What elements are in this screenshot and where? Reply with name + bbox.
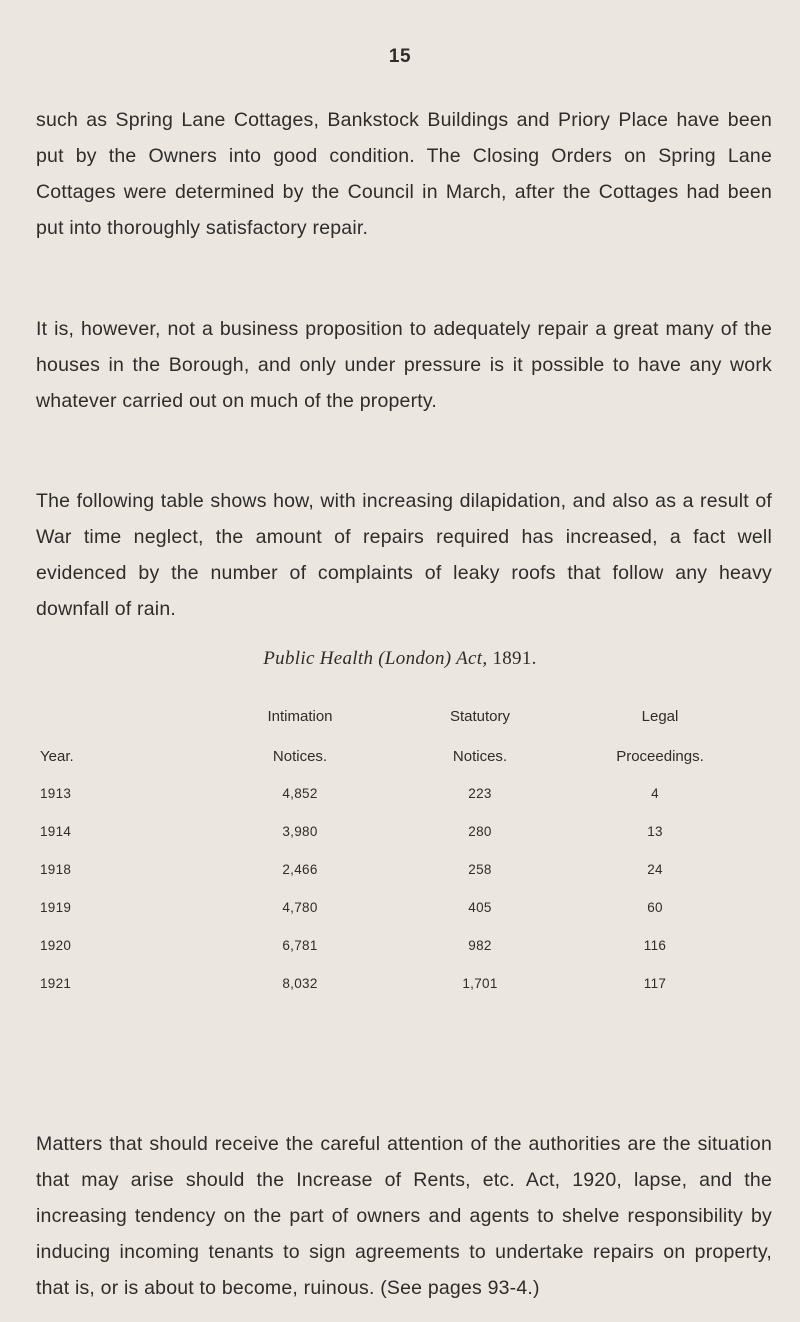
cell-intimation: 4,852: [282, 786, 318, 801]
table-title-year: 1891.: [487, 648, 537, 669]
table-title: [0, 648, 800, 670]
cell-year: 1921: [40, 976, 72, 991]
cell-statutory: 982: [468, 938, 492, 953]
header-legal-line2: Proceedings.: [616, 748, 704, 765]
cell-intimation: 2,466: [282, 862, 318, 877]
cell-legal: 4: [651, 786, 659, 801]
header-year: Year.: [40, 748, 74, 765]
cell-year: 1913: [40, 786, 72, 801]
table-title-act: Public Health (London) Act,: [263, 648, 488, 669]
cell-statutory: 223: [468, 786, 492, 801]
cell-legal: 60: [647, 900, 663, 915]
cell-intimation: 4,780: [282, 900, 318, 915]
header-intimation-line2: Notices.: [272, 748, 328, 765]
cell-intimation: 6,781: [282, 938, 318, 953]
cell-statutory: 280: [468, 824, 492, 839]
page-number: 15: [388, 46, 412, 67]
cell-intimation: 8,032: [282, 976, 318, 991]
cell-intimation: 3,980: [282, 824, 318, 839]
paragraph-table-intro: The following table shows how, with increasing dilapidation, and also as a result of War time neglect, the amount of repairs required has increased, a fact well evidenced by the number of complaints of leaky roofs that follow any heavy downfall of rain.: [36, 490, 772, 620]
cell-year: 1919: [40, 900, 72, 915]
paragraph-business-proposition: It is, however, not a business proposition to adequately repair a great many of the houses in the Borough, and only under pressure is it possible to have any work whatever carried out on much of the property.: [36, 318, 772, 412]
cell-statutory: 405: [468, 900, 492, 915]
header-intimation-line1: Intimation: [267, 708, 333, 725]
cell-legal: 13: [647, 824, 663, 839]
cell-year: 1914: [40, 824, 72, 839]
cell-legal: 116: [643, 938, 667, 953]
cell-legal: 24: [647, 862, 663, 877]
cell-year: 1918: [40, 862, 72, 877]
header-legal-line1: Legal: [641, 708, 679, 725]
paragraph-matters-attention: Matters that should receive the careful attention of the authorities are the situation that may arise should the Increase of Rents, etc. Act, 1920, lapse, and the increasing tendency on the part of owners and agents to shelve responsibility by inducing incoming tenants to sign agreements to undertake repairs on property, that is, or is about to become, ruinous. (See pages 93-4.): [36, 1133, 772, 1299]
cell-statutory: 258: [468, 862, 492, 877]
paragraph-repairs-completed: such as Spring Lane Cottages, Bankstock Buildings and Priory Place have been put by the Owners into good condition. The Closing Orders on Spring Lane Cottages were determined by the Council in March, after the Cottages had been put into thoroughly satisfactory repair.: [36, 109, 772, 239]
header-statutory-line1: Statutory: [449, 708, 511, 725]
cell-statutory: 1,701: [462, 976, 498, 991]
cell-year: 1920: [40, 938, 72, 953]
header-statutory-line2: Notices.: [452, 748, 508, 765]
cell-legal: 117: [643, 976, 667, 991]
